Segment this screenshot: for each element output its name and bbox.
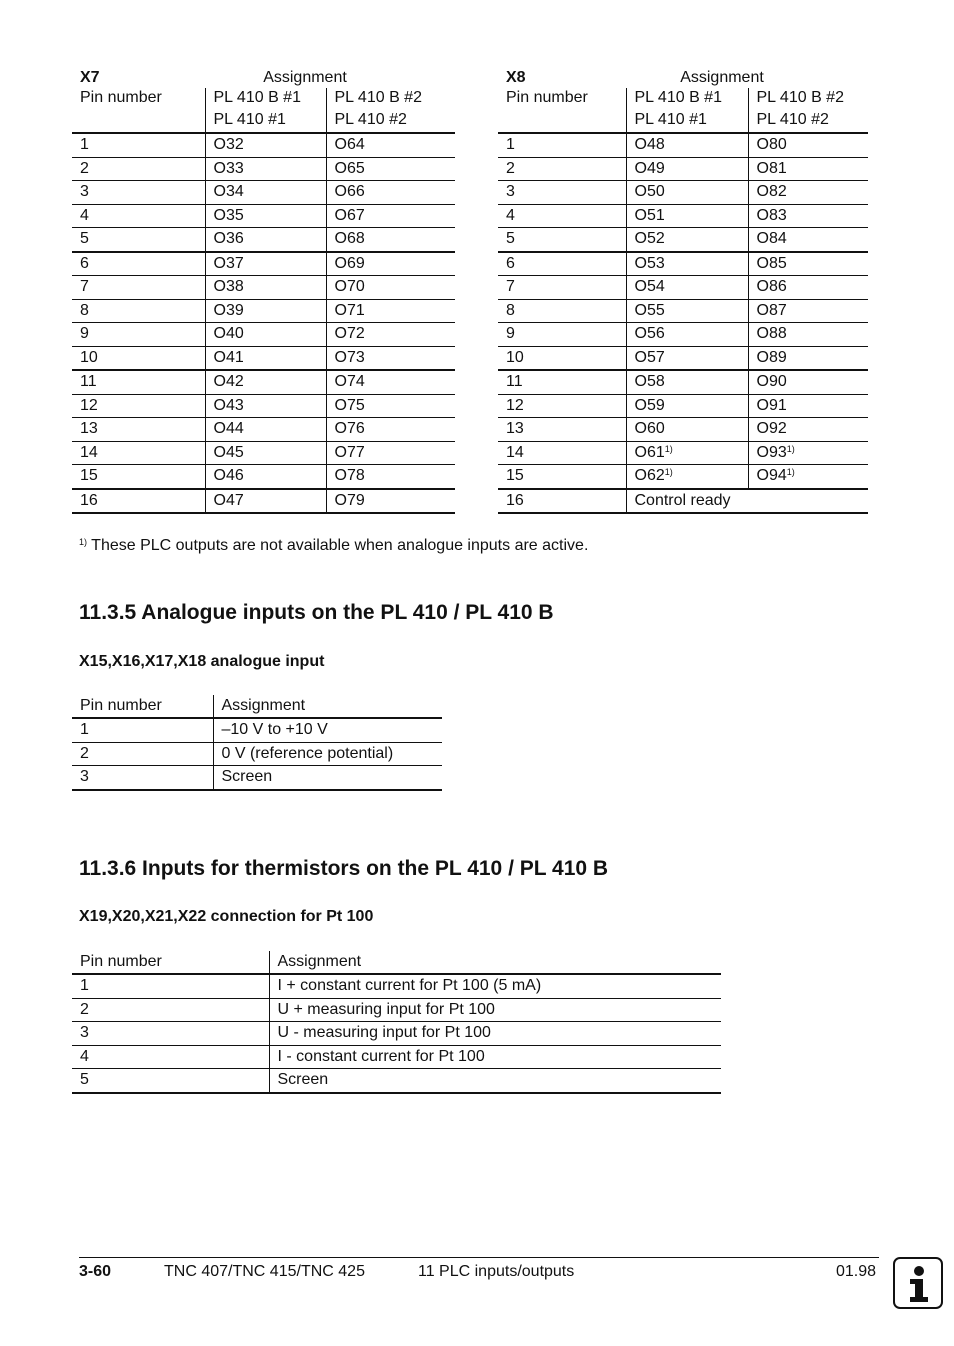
analogue-cell [213, 766, 442, 790]
table-row [72, 228, 455, 252]
x7-cell [72, 323, 205, 347]
x7-cell [205, 418, 326, 442]
x7-cell [205, 323, 326, 347]
thermistor-cell [269, 1045, 721, 1069]
x7-col1-header-a: PL 410 B #1 [205, 88, 326, 110]
x7-cell-text: O75 [334, 396, 365, 414]
x8-cell-text: 6 [506, 254, 515, 272]
x7-cell-text: O45 [213, 443, 244, 461]
x7-cell [72, 133, 205, 157]
x8-cell-text: 14 [506, 443, 524, 461]
x8-col2-header-a: PL 410 B #2 [748, 88, 868, 110]
x8-cell [748, 465, 868, 489]
analogue-cell-text: Screen [221, 768, 273, 786]
thermistor-cell-text: 3 [80, 1024, 89, 1042]
x8-cell-text: O89 [756, 348, 787, 366]
footer-chapter: 11 PLC inputs/outputs [418, 1263, 575, 1280]
x7-cell-text: 15 [80, 467, 98, 485]
x7-cell-text: O76 [334, 420, 365, 438]
x7-pin-header: Pin number [80, 89, 162, 106]
footnote-ref: 1) [786, 443, 795, 454]
x7-cell [326, 228, 455, 252]
x8-cell-text: 9 [506, 325, 515, 343]
table-row [72, 489, 455, 514]
analogue-cell-text: 2 [80, 744, 89, 762]
table-row [72, 766, 442, 790]
thermistor-cell-text: I + constant current for Pt 100 (5 mA) [277, 977, 542, 995]
x7-cell [326, 157, 455, 181]
x7-cell [72, 228, 205, 252]
x7-cell-text: O37 [213, 254, 244, 272]
x7-cell-text: O44 [213, 420, 244, 438]
x8-cell [748, 276, 868, 300]
x8-cell-text: O92 [756, 420, 787, 438]
table-row [498, 418, 868, 442]
footnote [79, 537, 588, 555]
x8-cell: 16 [498, 489, 626, 514]
x8-cell-text: O93 [756, 443, 787, 461]
x8-cell [626, 157, 748, 181]
x8-cell [626, 299, 748, 323]
x8-cell-text: 1 [506, 136, 515, 154]
x8-cell [626, 465, 748, 489]
x7-cell-text: 12 [80, 396, 98, 414]
x7-assignment-header: Assignment [263, 69, 347, 86]
table-row [72, 252, 455, 276]
x7-cell-text: O74 [334, 373, 365, 391]
x7-cell-text: O47 [213, 491, 244, 509]
x7-cell-text: O35 [213, 206, 244, 224]
x7-cell [326, 370, 455, 394]
x7-cell [326, 394, 455, 418]
x7-cell-text: 8 [80, 301, 89, 319]
table-row [498, 299, 868, 323]
analogue-pin-header: Pin number [80, 697, 162, 714]
x8-cell [626, 418, 748, 442]
x8-cell-text: 8 [506, 301, 515, 319]
x8-cell-text: O86 [756, 278, 787, 296]
x7-cell [205, 489, 326, 514]
x7-cell-text: O43 [213, 396, 244, 414]
x7-cell-text: 7 [80, 278, 89, 296]
x7-pin-table [72, 66, 455, 514]
x8-cell [498, 252, 626, 276]
x8-cell-text: 4 [506, 206, 515, 224]
x8-cell [626, 228, 748, 252]
x8-cell [748, 418, 868, 442]
analogue-cell [213, 742, 442, 766]
x7-cell-text: O77 [334, 443, 365, 461]
x7-cell-text: O39 [213, 301, 244, 319]
thermistor-cell [72, 1022, 269, 1046]
x7-cell [326, 346, 455, 370]
table-row [72, 441, 455, 465]
table-row [498, 323, 868, 347]
x7-cell-text: 2 [80, 159, 89, 177]
x7-cell-text: 4 [80, 206, 89, 224]
x7-cell [205, 346, 326, 370]
x8-cell-text: O85 [756, 254, 787, 272]
analogue-cell [213, 718, 442, 742]
x8-cell-text: 13 [506, 420, 524, 438]
x8-cell [748, 204, 868, 228]
x8-cell-text: O59 [634, 396, 665, 414]
x7-cell [205, 228, 326, 252]
x8-label: X8 [506, 69, 526, 86]
analogue-cell [72, 718, 213, 742]
x7-cell [326, 276, 455, 300]
thermistor-cell-text: 1 [80, 977, 89, 995]
table-row [498, 346, 868, 370]
x7-cell [326, 465, 455, 489]
x7-cell-text: 16 [80, 491, 98, 509]
table-row [72, 1022, 721, 1046]
table-row [72, 204, 455, 228]
x8-cell-text: O51 [634, 206, 665, 224]
x8-cell [626, 133, 748, 157]
x7-cell [326, 204, 455, 228]
table-row [498, 228, 868, 252]
x7-label: X7 [80, 69, 100, 86]
x8-cell-text: O57 [634, 348, 665, 366]
x8-cell [626, 181, 748, 205]
x7-cell [205, 370, 326, 394]
x7-cell [205, 299, 326, 323]
x8-cell-text: O53 [634, 254, 665, 272]
x7-cell-text: 10 [80, 348, 98, 366]
x8-cell-text: 3 [506, 183, 515, 201]
x8-cell-text: O49 [634, 159, 665, 177]
footer-date: 01.98 [836, 1263, 877, 1280]
table-row [72, 299, 455, 323]
x7-cell [205, 465, 326, 489]
thermistor-cell [269, 1022, 721, 1046]
x8-pin-header: Pin number [506, 89, 588, 106]
x7-cell [72, 252, 205, 276]
table-row [72, 346, 455, 370]
thermistor-cell [72, 998, 269, 1022]
x8-cell [748, 181, 868, 205]
x8-col1-header-b: PL 410 #1 [626, 110, 748, 133]
thermistor-assignment-header: Assignment [269, 951, 721, 974]
x8-col2-header-b: PL 410 #2 [748, 110, 868, 133]
section-heading-analogue: 11.3.5 Analogue inputs on the PL 410 / PL 410 B [79, 601, 554, 624]
x7-cell-text: O67 [334, 206, 365, 224]
x8-cell [748, 323, 868, 347]
thermistor-cell [72, 1069, 269, 1093]
x8-cell-text: O82 [756, 183, 787, 201]
x8-cell [626, 346, 748, 370]
table-row [72, 276, 455, 300]
table-row [498, 465, 868, 489]
x8-cell-text: O91 [756, 396, 787, 414]
x8-cell [748, 157, 868, 181]
x8-cell-text: 15 [506, 467, 524, 485]
table-row [498, 276, 868, 300]
table-row [72, 323, 455, 347]
thermistor-cell-text: 2 [80, 1000, 89, 1018]
x8-cell-text: O54 [634, 278, 665, 296]
analogue-cell-text: 3 [80, 768, 89, 786]
thermistor-cell [72, 1045, 269, 1069]
analogue-cell-text: 1 [80, 721, 89, 739]
table-row [498, 204, 868, 228]
table-row [72, 1045, 721, 1069]
x8-cell [498, 157, 626, 181]
x7-cell [72, 276, 205, 300]
x7-cell-text: O69 [334, 254, 365, 272]
subheading-pt100: X19,X20,X21,X22 connection for Pt 100 [79, 908, 374, 925]
footnote-ref: 1) [664, 443, 673, 454]
x7-cell-text: O38 [213, 278, 244, 296]
x8-cell [498, 394, 626, 418]
footnote-mark: 1) [79, 537, 88, 547]
x8-cell [498, 228, 626, 252]
x7-cell [205, 276, 326, 300]
thermistor-cell-text: 5 [80, 1071, 89, 1089]
x7-cell-text: O78 [334, 467, 365, 485]
table-row [72, 718, 442, 742]
x8-cell-text: O62 [634, 467, 665, 485]
table-row [498, 441, 868, 465]
x8-cell [498, 323, 626, 347]
x7-cell [205, 394, 326, 418]
x7-cell [205, 252, 326, 276]
x8-cell-text: O48 [634, 136, 665, 154]
x7-cell-text: O46 [213, 467, 244, 485]
x7-cell [72, 204, 205, 228]
x8-assignment-header: Assignment [680, 69, 764, 86]
x7-cell-text: O34 [213, 183, 244, 201]
x8-col1-header-a: PL 410 B #1 [626, 88, 748, 110]
x7-col2-header-b: PL 410 #2 [326, 110, 455, 133]
info-icon [893, 1257, 943, 1309]
table-row [72, 181, 455, 205]
x7-cell [72, 299, 205, 323]
x7-cell-text: O33 [213, 159, 244, 177]
table-row [498, 157, 868, 181]
table-row [498, 252, 868, 276]
x7-cell-text: O71 [334, 301, 365, 319]
x8-cell [748, 370, 868, 394]
table-row [498, 394, 868, 418]
thermistor-cell [72, 974, 269, 998]
x7-cell-text: O73 [334, 348, 365, 366]
x7-cell-text: 6 [80, 254, 89, 272]
x8-cell-text: 12 [506, 396, 524, 414]
x8-cell-text: 10 [506, 348, 524, 366]
x8-cell [498, 346, 626, 370]
x7-col2-header-a: PL 410 B #2 [326, 88, 455, 110]
x8-cell [498, 276, 626, 300]
thermistor-cell [269, 974, 721, 998]
x7-cell [72, 418, 205, 442]
x8-cell [498, 204, 626, 228]
footnote-text: These PLC outputs are not available when analogue inputs are active. [87, 537, 589, 554]
x8-cell-text: O87 [756, 301, 787, 319]
x7-cell [72, 181, 205, 205]
table-row [72, 133, 455, 157]
x7-cell [205, 133, 326, 157]
analogue-cell [72, 742, 213, 766]
x8-cell [498, 418, 626, 442]
x8-cell [626, 323, 748, 347]
table-row [72, 974, 721, 998]
x7-cell [72, 394, 205, 418]
x8-control-ready-cell: Control ready [626, 489, 868, 514]
x8-cell [498, 370, 626, 394]
thermistor-pin-header: Pin number [80, 953, 162, 970]
x7-cell-text: 3 [80, 183, 89, 201]
x8-cell [498, 441, 626, 465]
x7-cell [205, 157, 326, 181]
x7-cell [205, 204, 326, 228]
table-row [72, 465, 455, 489]
x7-cell-text: O42 [213, 373, 244, 391]
table-row [498, 181, 868, 205]
thermistor-cell-text: U + measuring input for Pt 100 [277, 1000, 495, 1018]
x8-cell [498, 465, 626, 489]
page-number: 3-60 [79, 1263, 112, 1280]
analogue-pin-table [72, 695, 442, 791]
x7-cell [326, 181, 455, 205]
subheading-analogue-input: X15,X16,X17,X18 analogue input [79, 653, 325, 670]
analogue-assignment-header: Assignment [213, 695, 442, 718]
x7-cell [72, 346, 205, 370]
x8-cell [748, 252, 868, 276]
thermistor-pin-table [72, 951, 721, 1094]
x8-cell-text: O81 [756, 159, 787, 177]
x8-cell-text: O55 [634, 301, 665, 319]
x7-cell-text: O36 [213, 230, 244, 248]
x8-cell-text: 11 [506, 373, 523, 391]
x8-cell [626, 276, 748, 300]
x8-cell [626, 252, 748, 276]
x8-cell-text: O80 [756, 136, 787, 154]
table-row [72, 998, 721, 1022]
x7-cell-text: 1 [80, 136, 89, 154]
footnote-ref: 1) [664, 467, 673, 478]
table-row [72, 742, 442, 766]
x8-cell-text: 5 [506, 230, 515, 248]
x7-cell [326, 299, 455, 323]
x8-cell [748, 228, 868, 252]
footer-rule [79, 1257, 879, 1258]
x8-cell-text: O52 [634, 230, 665, 248]
x7-cell-text: O79 [334, 491, 365, 509]
x8-cell-text: O88 [756, 325, 787, 343]
x7-cell [326, 133, 455, 157]
thermistor-cell [269, 998, 721, 1022]
x7-cell [326, 252, 455, 276]
analogue-cell-text: –10 V to +10 V [221, 721, 328, 739]
x8-cell [498, 181, 626, 205]
x7-cell-text: 9 [80, 325, 89, 343]
x7-cell-text: O64 [334, 136, 365, 154]
analogue-cell-text: 0 V (reference potential) [221, 744, 394, 762]
table-row [72, 1069, 721, 1093]
x8-pin-table [498, 66, 868, 514]
thermistor-cell-text: Screen [277, 1071, 329, 1089]
x7-cell [326, 441, 455, 465]
x7-cell-text: O66 [334, 183, 365, 201]
thermistor-cell [269, 1069, 721, 1093]
x7-cell [205, 181, 326, 205]
x8-cell-text: O60 [634, 420, 665, 438]
thermistor-cell-text: I - constant current for Pt 100 [277, 1047, 485, 1065]
table-row [72, 418, 455, 442]
x8-cell-text: O90 [756, 373, 787, 391]
x7-cell [72, 157, 205, 181]
x8-cell-text: O50 [634, 183, 665, 201]
thermistor-cell-text: 4 [80, 1047, 89, 1065]
x8-cell-text: O58 [634, 373, 665, 391]
x7-col1-header-b: PL 410 #1 [205, 110, 326, 133]
table-row [498, 133, 868, 157]
x8-cell [498, 299, 626, 323]
x7-cell [72, 489, 205, 514]
x7-cell-text: 14 [80, 443, 98, 461]
x8-cell-text: O83 [756, 206, 787, 224]
footnote-ref: 1) [786, 467, 795, 478]
x7-cell-text: O41 [213, 348, 244, 366]
x7-cell [72, 441, 205, 465]
table-row [72, 157, 455, 181]
x8-cell-text: O84 [756, 230, 787, 248]
x7-cell-text: O32 [213, 136, 244, 154]
x8-cell [748, 346, 868, 370]
x8-cell [626, 370, 748, 394]
footer-product: TNC 407/TNC 415/TNC 425 [164, 1263, 365, 1280]
thermistor-cell-text: U - measuring input for Pt 100 [277, 1024, 491, 1042]
x8-cell [748, 441, 868, 465]
analogue-cell [72, 766, 213, 790]
x7-cell-text: O68 [334, 230, 365, 248]
x7-cell [72, 370, 205, 394]
x8-cell-text: 7 [506, 278, 515, 296]
x7-cell-text: O70 [334, 278, 365, 296]
x7-cell-text: 5 [80, 230, 89, 248]
x7-cell [72, 465, 205, 489]
x7-cell [326, 323, 455, 347]
table-row [498, 489, 868, 514]
x7-cell [326, 418, 455, 442]
x8-cell-text: O56 [634, 325, 665, 343]
table-row [72, 370, 455, 394]
x8-cell [498, 133, 626, 157]
x7-cell-text: 13 [80, 420, 98, 438]
x8-cell-text: O61 [634, 443, 665, 461]
table-row [498, 370, 868, 394]
x8-cell [626, 441, 748, 465]
table-row [72, 394, 455, 418]
x8-cell [626, 394, 748, 418]
x7-cell-text: O40 [213, 325, 244, 343]
x7-cell-text: O65 [334, 159, 365, 177]
x8-cell [748, 394, 868, 418]
x7-cell [205, 441, 326, 465]
x8-cell-text: 2 [506, 159, 515, 177]
x8-cell [748, 133, 868, 157]
x7-cell-text: O72 [334, 325, 365, 343]
section-heading-thermistors: 11.3.6 Inputs for thermistors on the PL 410 / PL 410 B [79, 857, 609, 880]
x8-cell [748, 299, 868, 323]
x7-cell-text: 11 [80, 373, 97, 391]
x8-cell [626, 204, 748, 228]
x7-cell [326, 489, 455, 514]
x8-cell-text: O94 [756, 467, 787, 485]
